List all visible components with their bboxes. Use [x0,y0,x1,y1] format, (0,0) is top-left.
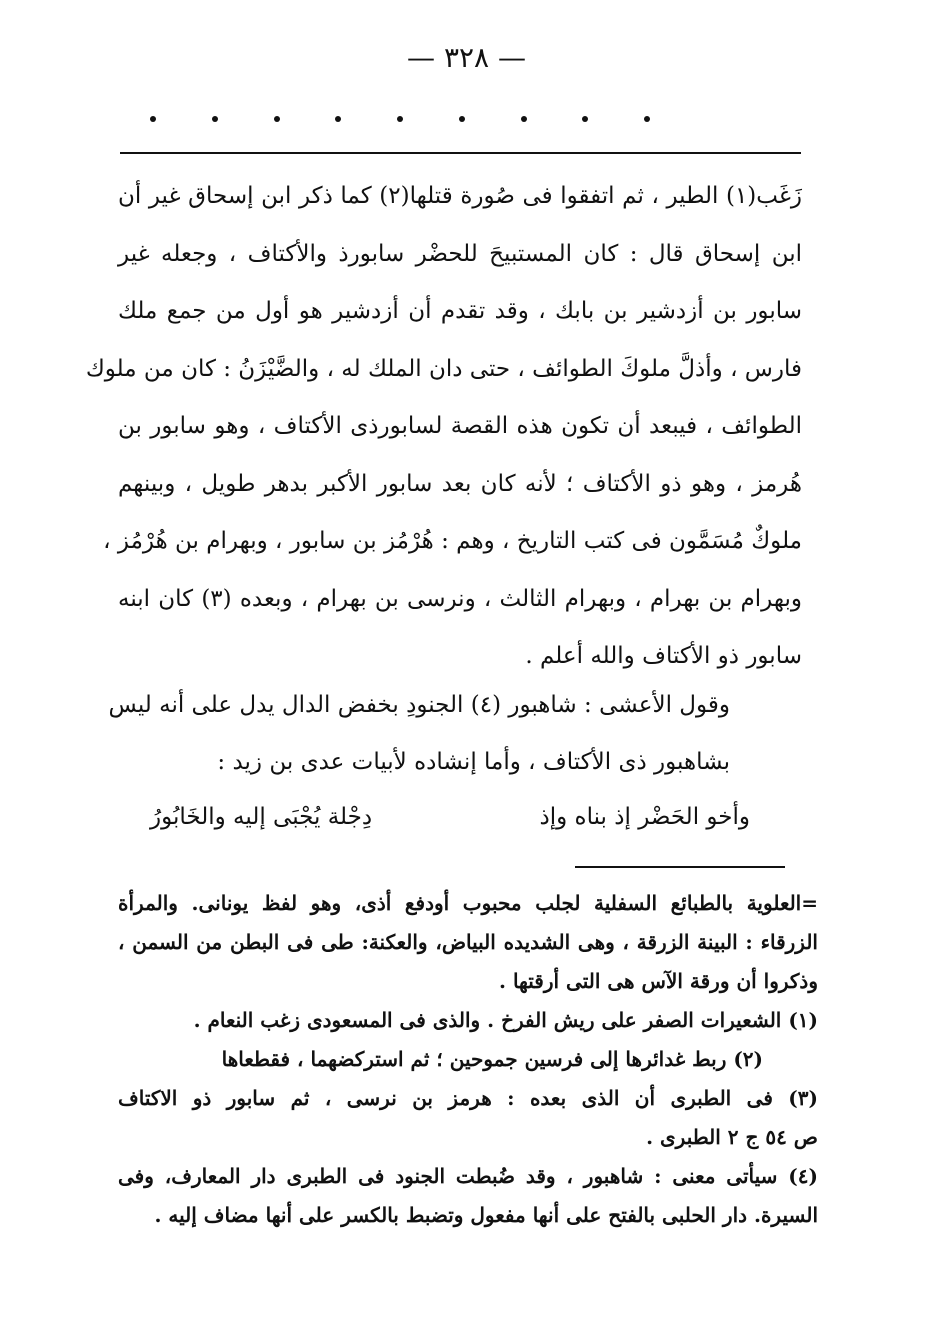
page-number: — ٣٢٨ — [407,41,526,74]
separator-dot [644,116,650,122]
separator-dots [150,116,650,122]
separator-dot [150,116,156,122]
text-line: سابور بن أزدشير بن بابك ، وقد تقدم أن أزدشير هو أول من جمع ملك [118,298,802,324]
text-line: زَغَب(١) الطير ، ثم اتفقوا فى صُورة قتلها(٢) كما ذكر ابن إسحاق غير أن [118,183,802,209]
verse-hemistich-second: دِجْلة يُجْبَى إليه والخَابُورُ [150,804,373,830]
second-paragraph [108,677,730,791]
separator-dot [212,116,218,122]
text-line: الطوائف ، فيبعد أن تكون هذه القصة لسابورذى الأكتاف ، وهو سابور بن [118,413,802,439]
footnotes-block [118,884,818,1235]
text-line: فارس ، وأذلَّ ملوكَ الطوائف ، حتى دان الملك له ، والضَّيْزَنُ : كان من ملوك [85,355,802,382]
separator-dot [397,116,403,122]
separator-dot [582,116,588,122]
separator-dot [521,116,527,122]
separator-dot [335,116,341,122]
text-line: بشاهبور ذى الأكتاف ، وأما إنشاده لأبيات عدى بن زيد : [217,749,730,775]
footnote-1: (١) الشعيرات الصفر على ريش الفرخ . والذى فى المسعودى زغب النعام . [193,1008,818,1032]
separator-dot [459,116,465,122]
footnote-continuation-line: وذكروا أن ورقة الآس هى التى أرقتها . [499,969,818,993]
footnote-continuation-line: الزرقاء : البينة الزرقة ، وهى الشديده البياض، والعكنة: طى فى البطن من السمن ، [118,930,818,954]
separator-dot [274,116,280,122]
text-line: سابور ذو الأكتاف والله أعلم . [525,643,802,669]
footnote-4-continuation: السيرة. دار الحلبى بالفتح على أنها مفعول وتضبط بالكسر على أنها مضاف إليه . [154,1203,818,1227]
verse-hemistich-first: وأخو الحَضْر إذ بناه وإذ [539,804,750,830]
text-line: وبهرام بن بهرام ، وبهرام الثالث ، ونرسى بن بهرام ، وبعده (٣) كان ابنه [118,585,802,612]
footnote-3: (٣) فى الطبرى أن الذى بعده : هرمز بن نرسى ، ثم سابور ذو الاكتاف [118,1086,818,1110]
top-rule [120,152,801,154]
footnote-2: (٢) ربط غدائرها إلى فرسين جموحين ؛ ثم استركضهما ، فقطعاها [221,1047,763,1071]
footnote-3-continuation: ص ٥٤ ج ٢ الطبرى . [646,1125,818,1149]
main-paragraph [85,168,802,686]
footnote-rule [575,866,785,868]
text-line: وقول الأعشى : شاهبور (٤) الجنودِ بخفض الدال يدل على أنه ليس [108,692,730,718]
text-line: ابن إسحاق قال : كان المستبيحَ للحضْر سابورذ والأكتاف ، وجعله غير [118,240,802,267]
poem-verse [150,792,750,842]
text-line: ملوكٌ مُسَمَّون فى كتب التاريخ ، وهم : هُرْمُز بن سابور ، وبهرام بن هُرْمُز ، [103,528,802,554]
text-line: هُرمز ، وهو ذو الأكتاف ؛ لأنه كان بعد سابور الأكبر بدهر طويل ، وبينهم [118,470,802,497]
footnote-continuation-line: =العلوية بالطبائع السفلية لجلب محبوب أودفع أذى، وهو لفظ يونانى. والمرأة [118,891,818,915]
footnote-4: (٤) سيأتى معنى : شاهبور ، وقد ضُبطت الجنود فى الطبرى دار المعارف، وفى [118,1164,818,1188]
